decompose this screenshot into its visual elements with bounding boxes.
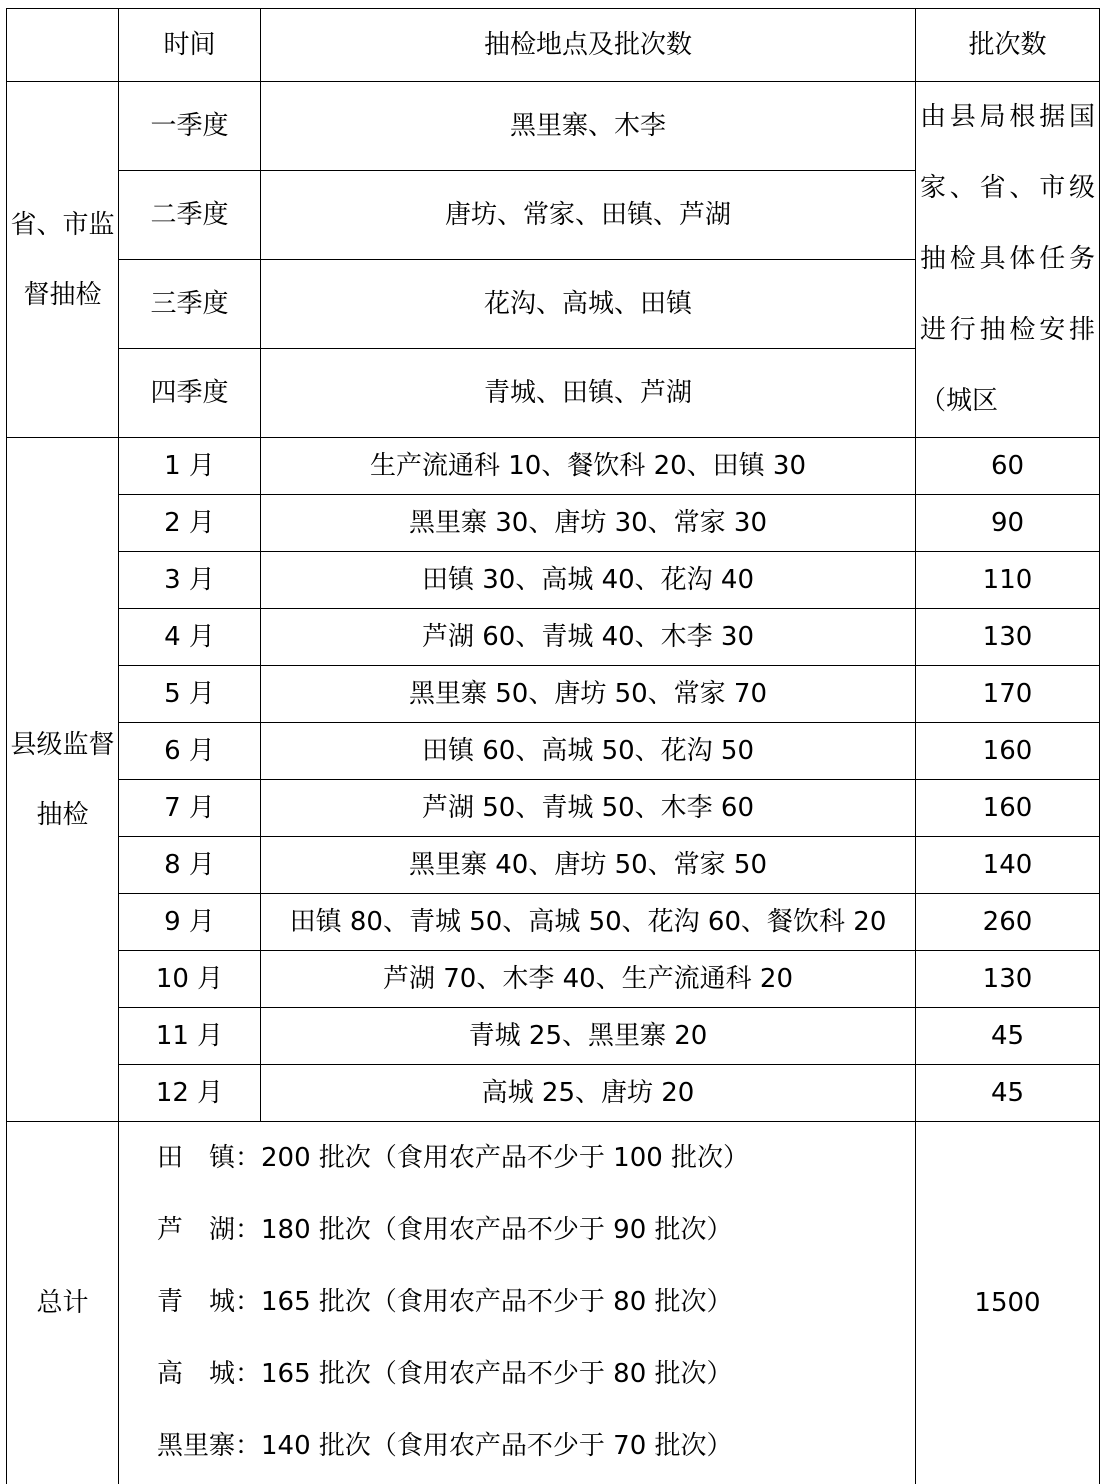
time-cell: 3 月: [119, 552, 261, 609]
total-line: 黑里寨：140 批次（食用农产品不少于 70 批次）: [157, 1431, 733, 1461]
count-cell: 260: [916, 894, 1100, 951]
count-cell: 45: [916, 1065, 1100, 1122]
count-cell: 160: [916, 780, 1100, 837]
province-category: 省、市监督抽检: [10, 209, 115, 310]
total-line: 高 城：165 批次（食用农产品不少于 80 批次）: [157, 1359, 733, 1389]
table-row: [7, 552, 1100, 609]
province-category-cell: [7, 82, 119, 438]
time-cell: 4 月: [119, 609, 261, 666]
places-cell: 青城、田镇、芦湖: [261, 349, 916, 438]
places-cell: 芦湖 60、青城 40、木李 30: [261, 609, 916, 666]
time-cell: 5 月: [119, 666, 261, 723]
time-cell: 一季度: [119, 82, 261, 171]
places-cell: 黑里寨、木李: [261, 82, 916, 171]
places-cell: 田镇 30、高城 40、花沟 40: [261, 552, 916, 609]
places-cell: 黑里寨 40、唐坊 50、常家 50: [261, 837, 916, 894]
count-cell: 130: [916, 609, 1100, 666]
total-line: 田 镇：200 批次（食用农产品不少于 100 批次）: [157, 1143, 750, 1173]
header-time: 时间: [119, 9, 261, 82]
count-cell: 60: [916, 438, 1100, 495]
count-cell: 90: [916, 495, 1100, 552]
time-cell: 7 月: [119, 780, 261, 837]
time-cell: 6 月: [119, 723, 261, 780]
inspection-plan-table: [6, 8, 1100, 1484]
table-row: [7, 1065, 1100, 1122]
total-count: 1500: [916, 1122, 1100, 1484]
total-label: 总计: [7, 1122, 119, 1484]
table-row: [7, 837, 1100, 894]
time-cell: 1 月: [119, 438, 261, 495]
places-cell: 唐坊、常家、田镇、芦湖: [261, 171, 916, 260]
table-row: [7, 951, 1100, 1008]
table-row: [7, 82, 1100, 171]
places-cell: 芦湖 70、木李 40、生产流通科 20: [261, 951, 916, 1008]
county-category-cell: [7, 438, 119, 1122]
county-category: 县级监督抽检: [10, 729, 115, 830]
header-places: 抽检地点及批次数: [261, 9, 916, 82]
places-cell: 芦湖 50、青城 50、木李 60: [261, 780, 916, 837]
province-note-cell: [916, 82, 1100, 438]
time-cell: 2 月: [119, 495, 261, 552]
count-cell: 170: [916, 666, 1100, 723]
table-row: [7, 666, 1100, 723]
total-line: 芦 湖：180 批次（食用农产品不少于 90 批次）: [157, 1215, 733, 1245]
count-cell: 45: [916, 1008, 1100, 1065]
time-cell: 10 月: [119, 951, 261, 1008]
table-row: [7, 780, 1100, 837]
count-cell: 140: [916, 837, 1100, 894]
count-cell: 110: [916, 552, 1100, 609]
time-cell: 9 月: [119, 894, 261, 951]
places-cell: 青城 25、黑里寨 20: [261, 1008, 916, 1065]
header-row: [7, 9, 1100, 82]
total-lines-cell: [119, 1122, 916, 1484]
places-cell: 黑里寨 50、唐坊 50、常家 70: [261, 666, 916, 723]
total-line: 青 城：165 批次（食用农产品不少于 80 批次）: [157, 1287, 733, 1317]
time-cell: 四季度: [119, 349, 261, 438]
time-cell: 12 月: [119, 1065, 261, 1122]
table-row: [7, 438, 1100, 495]
header-category: [7, 9, 119, 82]
table-row: [7, 495, 1100, 552]
places-cell: 田镇 60、高城 50、花沟 50: [261, 723, 916, 780]
places-cell: 黑里寨 30、唐坊 30、常家 30: [261, 495, 916, 552]
total-row: [7, 1122, 1100, 1484]
places-cell: 生产流通科 10、餐饮科 20、田镇 30: [261, 438, 916, 495]
header-count: 批次数: [916, 9, 1100, 82]
places-cell: 花沟、高城、田镇: [261, 260, 916, 349]
count-cell: 130: [916, 951, 1100, 1008]
province-note: 由县局根据国家、省、市级抽检具体任务进行抽检安排（城区: [920, 102, 1095, 416]
time-cell: 11 月: [119, 1008, 261, 1065]
places-cell: 田镇 80、青城 50、高城 50、花沟 60、餐饮科 20: [261, 894, 916, 951]
places-cell: 高城 25、唐坊 20: [261, 1065, 916, 1122]
table-row: [7, 894, 1100, 951]
count-cell: 160: [916, 723, 1100, 780]
time-cell: 8 月: [119, 837, 261, 894]
time-cell: 三季度: [119, 260, 261, 349]
table-row: [7, 1008, 1100, 1065]
time-cell: 二季度: [119, 171, 261, 260]
table-row: [7, 609, 1100, 666]
table-row: [7, 723, 1100, 780]
